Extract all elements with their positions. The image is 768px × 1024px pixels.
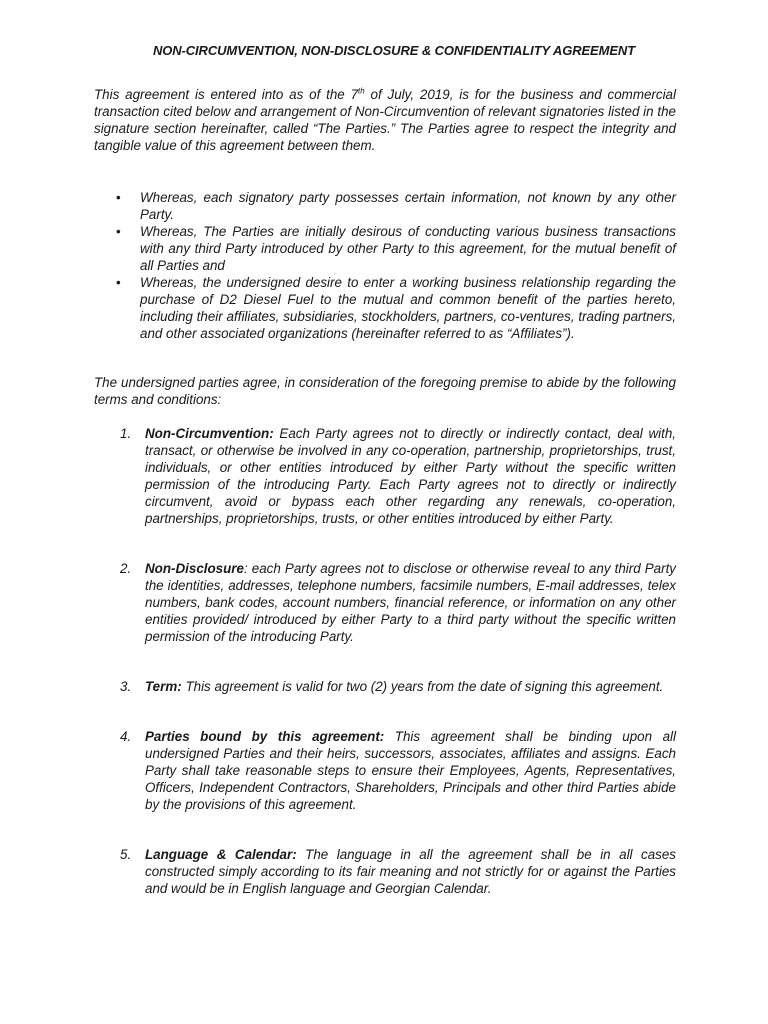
intro-paragraph [94,86,676,154]
whereas-text: Whereas, each signatory party possesses certain information, not known by any other Party. [140,190,676,222]
clause-non-disclosure [94,560,676,645]
whereas-list [94,189,676,342]
clause-heading: Parties bound by this agreement: [145,729,385,744]
clause-number: 2. [120,561,132,576]
clause-text: : each Party agrees not to disclose or otherwise reveal to any third Party the identities, addresses, telephone numbers, facsimile numbers, E-mail addresses, telex numbers, bank codes, account numbers, financial reference, or information on any other entities provided/ introduced by either Party to a third party without the specific written permission of the introducing Party. [145,561,676,644]
clause-text: This agreement is valid for two (2) years from the date of signing this agreement. [181,679,664,694]
clause-heading: Non-Circumvention: [145,426,274,441]
intro-date-suffix: th [358,86,365,96]
whereas-text: Whereas, the undersigned desire to enter a working business relationship regarding the purchase of D2 Diesel Fuel to the mutual and common benefit of the parties hereto, including their affiliates, subsidiaries, stockholders, partners, co-ventures, trading partners, and other associated organizations (hereinafter referred to as “Affiliates”). [140,275,676,341]
clause-language-calendar [94,846,676,897]
whereas-item [94,223,676,274]
whereas-text: Whereas, The Parties are initially desirous of conducting various business transactions with any third Party introduced by other Party to this agreement, for the mutual benefit of all Parties and [140,224,676,273]
clause-term [94,678,676,695]
clause-heading: Language & Calendar: [145,847,297,862]
whereas-item [94,274,676,342]
bullet-icon: • [116,275,121,290]
clause-number: 4. [120,729,132,744]
clause-heading: Term: [145,679,182,694]
intro-text-start: This agreement is entered into as of the 7 [94,87,359,102]
clause-number: 3. [120,679,132,694]
clause-text: The language in all the agreement shall be in all cases constructed simply according to its fair meaning and not strictly for or against the Parties and would be in English language and Georgian Calendar. [145,847,676,896]
clause-parties-bound [94,728,676,813]
clause-text: This agreement shall be binding upon all undersigned Parties and their heirs, successors, associates, affiliates and assigns. Each Party shall take reasonable steps to ensure their Employees, Agents, Representatives, Officers, Independent Contractors, Shareholders, Principals and other third Parties abide by the provisions of this agreement. [145,729,676,812]
terms-intro-paragraph: The undersigned parties agree, in consideration of the foregoing premise to abide by the following terms and conditions: [94,375,676,407]
clause-body [145,425,676,527]
clause-body [145,678,676,695]
clause-body [145,560,676,645]
bullet-icon: • [116,190,121,205]
clause-body [145,728,676,813]
intro-text-rest: of July, 2019, is for the business and commercial transaction cited below and arrangement of Non-Circumvention of relevant signatories listed in the signature section hereinafter, called “The Parties.” The Parties agree to respect the integrity and tangible value of this agreement between them. [94,87,676,153]
clause-heading: Non-Disclosure [145,561,244,576]
clause-body [145,846,676,897]
clause-non-circumvention [94,425,676,527]
clause-text: Each Party agrees not to directly or indirectly contact, deal with, transact, or otherwise be involved in any co-operation, partnership, proprietorships, trust, individuals, or other entities introduced by either Party without the specific written permission of the introducing Party. Each Party agrees not to directly or indirectly circumvent, avoid or bypass each other regarding any renewals, co-operation, partnerships, proprietorships, trusts, or other entities introduced by either Party. [145,426,676,526]
document-title: NON-CIRCUMVENTION, NON-DISCLOSURE & CONFIDENTIALITY AGREEMENT [152,43,636,58]
bullet-icon: • [116,224,121,239]
clause-number: 1. [120,426,132,441]
whereas-item [94,189,676,223]
clause-number: 5. [120,847,132,862]
